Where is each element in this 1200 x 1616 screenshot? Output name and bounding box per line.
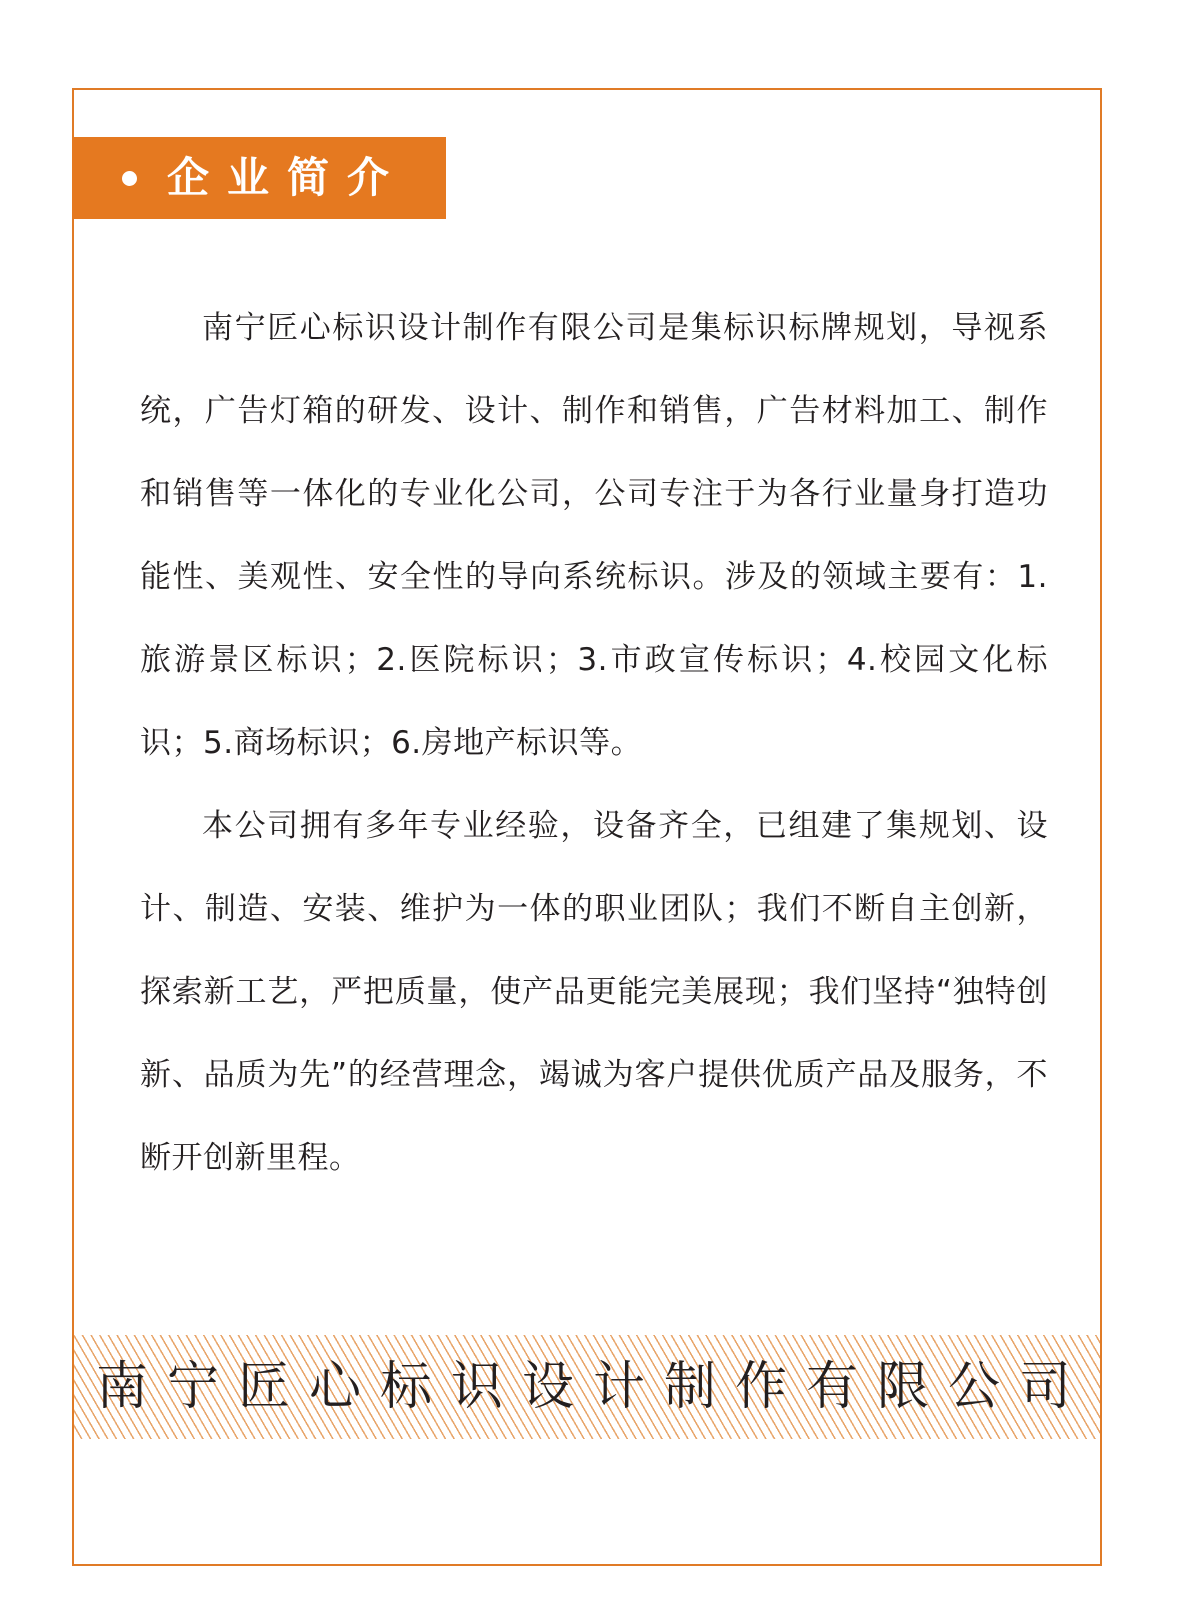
section-title: 企业简介	[167, 153, 408, 202]
footer-striped-band	[74, 1335, 1100, 1439]
company-introduction	[140, 287, 1048, 1200]
section-title-banner	[72, 137, 446, 219]
footer-company-name: 南宁匠心标识设计制作有限公司	[95, 1357, 1090, 1417]
bullet-dot-icon	[122, 171, 137, 186]
intro-paragraph-1: 南宁匠心标识设计制作有限公司是集标识标牌规划，导视系统，广告灯箱的研发、设计、制作和销售，广告材料加工、制作和销售等一体化的专业化公司，公司专注于为各行业量身打造功能性、美观性、安全性的导向系统标识。涉及的领域主要有：1.旅游景区标识；2.医院标识；3.市政宣传标识；4.校园文化标识；5.商场标识；6.房地产标识等。	[140, 310, 1048, 761]
intro-paragraph-2: 本公司拥有多年专业经验，设备齐全，已组建了集规划、设计、制造、安装、维护为一体的职业团队；我们不断自主创新，探索新工艺，严把质量，使产品更能完美展现；我们坚持“独特创新、品质为先”的经营理念，竭诚为客户提供优质产品及服务，不断开创新里程。	[140, 808, 1048, 1176]
